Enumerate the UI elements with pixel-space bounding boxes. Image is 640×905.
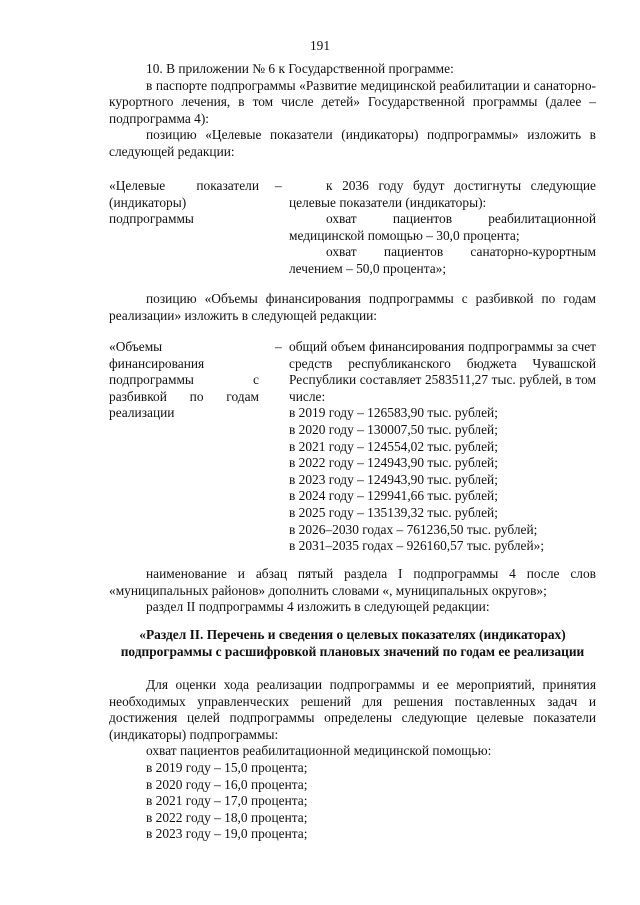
row-dash: – (275, 339, 282, 354)
paragraph-position-financing: позицию «Объемы финансирования подпрограммы с разбивкой по годам реализации» изложить в следующей редакции: (109, 291, 596, 323)
financing-year-item: в 2031–2035 годах – 926160,57 тыс. рублей»; (289, 538, 545, 554)
amendment-block (109, 566, 596, 616)
financing-year-item: в 2022 году – 124943,90 тыс. рублей; (289, 455, 498, 471)
financing-year-item: в 2020 году – 130007,50 тыс. рублей; (289, 421, 498, 437)
financing-year-item: в 2025 году – 135139,32 тыс. рублей; (289, 504, 498, 520)
paragraph-section-two: раздел II подпрограммы 4 изложить в следующей редакции: (146, 599, 490, 615)
page-number: 191 (309, 38, 331, 53)
paragraph-block-financing (109, 291, 596, 324)
indicators-intro: к 2036 году будут достигнуты следующие целевые показатели (индикаторы): (289, 178, 596, 210)
coverage-list (109, 760, 596, 843)
paragraph-position-indicators: позицию «Целевые показатели (индикаторы) подпрограммы» изложить в следующей редакции: (109, 127, 596, 159)
row-value (289, 339, 596, 555)
row-label: «Целевые показатели (индикаторы) подпрограммы (109, 178, 259, 227)
coverage-list-item: в 2019 году – 15,0 процента; (146, 759, 308, 775)
paragraph-coverage: охват пациентов реабилитационной медицинской помощью: (146, 743, 492, 759)
intro-block (109, 61, 596, 161)
coverage-list-item: в 2023 году – 19,0 процента; (146, 826, 308, 842)
row-dash: – (275, 178, 282, 193)
coverage-list-item: в 2021 году – 17,0 процента; (146, 793, 308, 809)
financing-years-list (289, 405, 596, 554)
coverage-list-item: в 2020 году – 16,0 процента; (146, 776, 308, 792)
coverage-list-item: в 2022 году – 18,0 процента; (146, 809, 308, 825)
indicator-rehab: охват пациентов реабилитационной медицинской помощью – 30,0 процента; (289, 211, 596, 243)
financing-year-item: в 2021 году – 124554,02 тыс. рублей; (289, 438, 498, 454)
financing-year-item: в 2024 году – 129941,66 тыс. рублей; (289, 488, 498, 504)
paragraph-assessment: Для оценки хода реализации подпрограммы и ее мероприятий, принятия необходимых управленческих решений для решения поставленных задач и достижения целей подпрограммы определены следующие целевые показатели (индикаторы) подпрограммы: (109, 677, 596, 742)
financing-total: общий объем финансирования подпрограммы за счет средств республиканского бюджета Чувашской Республики составляет 2583511,27 тыс. рублей, в том числе: (289, 339, 596, 404)
financing-year-item: в 2026–2030 годах – 761236,50 тыс. рублей; (289, 521, 538, 537)
row-label: «Объемы финансирования подпрограммы с разбивкой по годам реализации (109, 339, 259, 421)
row-value (289, 178, 596, 278)
paragraph-section-one: наименование и абзац пятый раздела I подпрограммы 4 после слов «муниципальных районов» дополнить словами «, муниципальных округов»; (109, 566, 596, 598)
paragraph-item-10: 10. В приложении № 6 к Государственной программе: (146, 61, 454, 76)
section-heading: «Раздел II. Перечень и сведения о целевых показателях (индикаторах) подпрограммы с расшифровкой плановых значений по годам ее реализации (120, 627, 585, 659)
financing-year-item: в 2019 году – 126583,90 тыс. рублей; (289, 405, 498, 421)
financing-year-item: в 2023 году – 124943,90 тыс. рублей; (289, 471, 498, 487)
section-body (109, 677, 596, 843)
indicator-sanatorium: охват пациентов санаторно-курортным лечением – 50,0 процента»; (289, 244, 596, 276)
paragraph-passport: в паспорте подпрограммы «Развитие медицинской реабилитации и санаторно-курортного лечения, в том числе детей» Государственной программы (далее – подпрограмма 4): (109, 77, 596, 126)
